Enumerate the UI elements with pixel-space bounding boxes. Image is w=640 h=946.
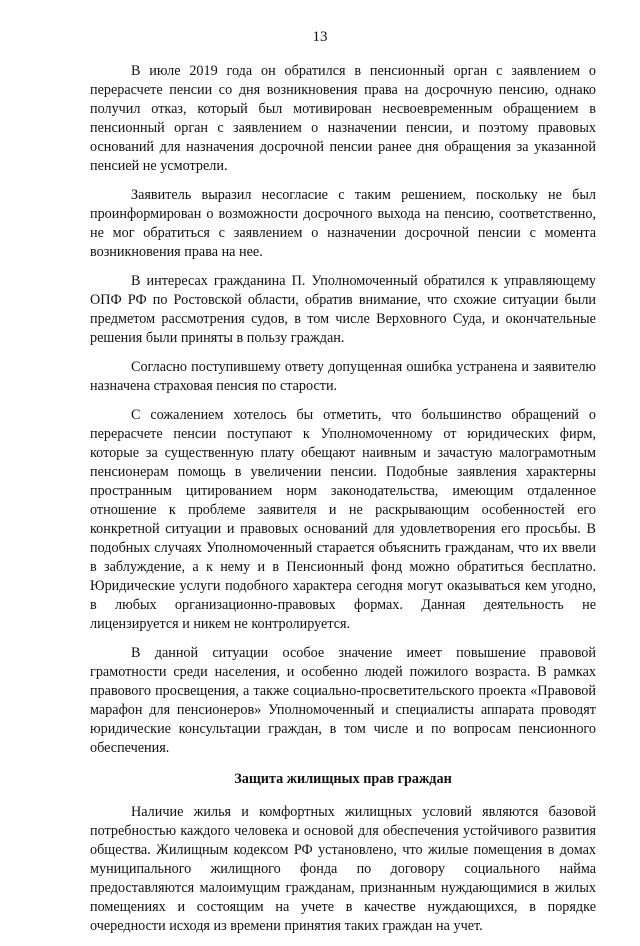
paragraph-legal-literacy: В данной ситуации особое значение имеет повышение правовой грамотности среди населения, и особенно людей пожилого возраста. В рамках правового просвещения, а также социально-просветительского проекта «Правовой марафон для пенсионеров» Уполномоченный и специалисты аппарата проводят юридические консультации граждан, в том числе и по вопросам пенсионного обеспечения. — [90, 645, 596, 756]
document-body — [90, 62, 596, 946]
paragraph-legal-firms: С сожалением хотелось бы отметить, что большинство обращений о перерасчете пенсии поступают к Уполномоченному от юридических фирм, которые за существенную плату обещают наивным и зачастую малограмотным пенсионерам помощь в увеличении пенсии. Подобные заявления характерны пространным цитированием норм законодательства, имеющим отдаленное отношение к проблеме заявителя и не раскрывающим особенностей его конкретной ситуации и правовых оснований для удовлетворения его просьбы. В подобных случаях Уполномоченный старается объяснить гражданам, что их ввели в заблуждение, а к нему и в Пенсионный фонд можно обратиться бесплатно. Юридические услуги подобного характера сегодня могут оказываться кем угодно, в любых организационно-правовых формах. Данная деятельность не лицензируется и никем не контролируется. — [90, 407, 596, 632]
paragraph-pension-recalculation: В июле 2019 года он обратился в пенсионный орган с заявлением о перерасчете пенсии со дня возникновения права на досрочную пенсию, однако получил отказ, который был мотивирован несвоевременным обращением в пенсионный орган с заявлением о назначении пенсии, и поэтому правовых оснований для назначения досрочной пенсии ранее дня обращения за указанной пенсией не усмотрели. — [90, 63, 596, 174]
paragraph-housing-needs: Наличие жилья и комфортных жилищных условий являются базовой потребностью каждого человека и основой для обеспечения устойчивого развития общества. Жилищным кодексом РФ установлено, что жилые помещения в домах муниципального жилищного фонда по договору социального найма предоставляются малоимущим гражданам, признанным нуждающимися в жилых помещениях и состоящим на учете в качестве нуждающихся, в порядке очередности исходя из времени принятия таких граждан на учет. — [90, 804, 596, 934]
paragraph-error-corrected: Согласно поступившему ответу допущенная ошибка устранена и заявителю назначена страховая пенсия по старости. — [90, 359, 596, 394]
paragraph-ombudsman-appeal: В интересах гражданина П. Уполномоченный обратился к управляющему ОПФ РФ по Ростовской области, обратив внимание, что схожие ситуации были предметом рассмотрения судов, в том числе Верховного Суда, и окончательные решения были приняты в пользу граждан. — [90, 273, 596, 346]
paragraph-applicant-disagreement: Заявитель выразил несогласие с таким решением, поскольку не был проинформирован о возможности досрочного выхода на пенсию, соответственно, не мог обратиться с заявлением о назначении досрочной пенсии с момента возникновения права на нее. — [90, 187, 596, 260]
section-heading-housing-rights: Защита жилищных прав граждан — [234, 771, 452, 787]
page-number: 13 — [312, 29, 328, 45]
